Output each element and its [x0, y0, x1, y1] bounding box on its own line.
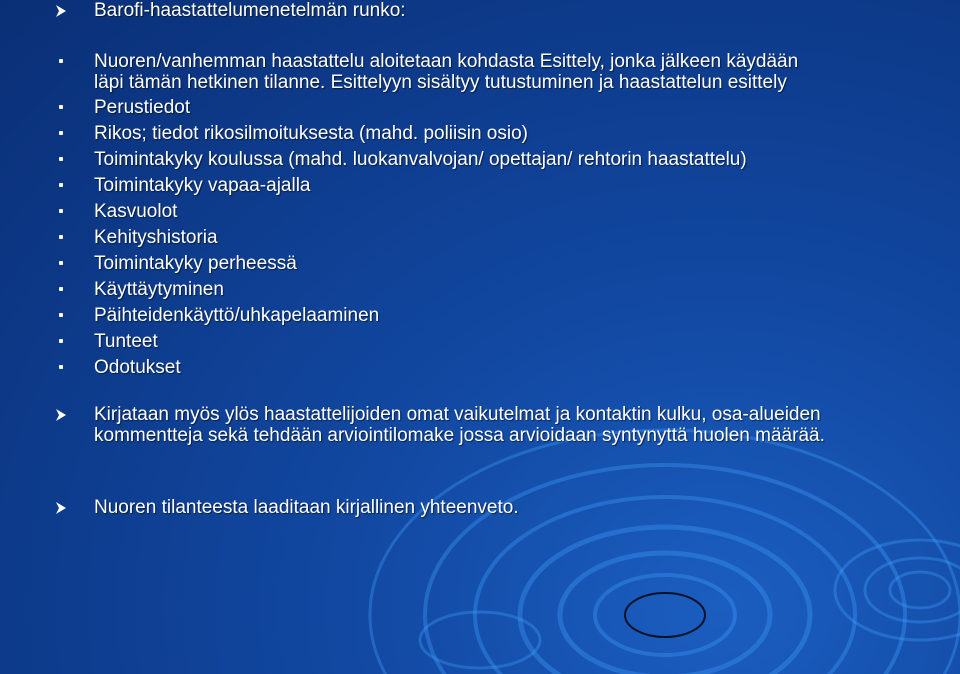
list-item: Toimintakyky koulussa (mahd. luokanvalvojan/ opettajan/ rehtorin haastattelu) [94, 149, 747, 170]
arrow-bullet-icon [54, 408, 68, 422]
list-item: Käyttäytyminen [94, 279, 224, 300]
dot-bullet-icon [59, 209, 63, 213]
list-item: Tunteet [94, 331, 158, 352]
dot-bullet-icon [59, 157, 63, 161]
list-item: läpi tämän hetkinen tilanne. Esittelyyn sisältyy tutustuminen ja haastattelun esittely [94, 72, 787, 93]
list-item: Rikos; tiedot rikosilmoituksesta (mahd. poliisin osio) [94, 123, 528, 144]
list-item: Kasvuolot [94, 201, 178, 222]
conclusion: Nuoren tilanteesta laaditaan kirjallinen yhteenveto. [94, 497, 519, 518]
heading: Barofi-haastattelumenetelmän runko: [94, 0, 406, 21]
dot-bullet-icon [59, 59, 63, 63]
dot-bullet-icon [59, 183, 63, 187]
list-item: Päihteidenkäyttö/uhkapelaaminen [94, 305, 380, 326]
list-item: Toimintakyky vapaa-ajalla [94, 175, 311, 196]
dot-bullet-icon [59, 131, 63, 135]
list-item: Perustiedot [94, 97, 191, 118]
dot-bullet-icon [59, 313, 63, 317]
arrow-bullet-icon [54, 4, 68, 18]
list-item: Kehityshistoria [94, 227, 218, 248]
list-item: Odotukset [94, 357, 181, 378]
dot-bullet-icon [59, 365, 63, 369]
list-item: Nuoren/vanhemman haastattelu aloitetaan kohdasta Esittely, jonka jälkeen käydään [94, 51, 799, 72]
arrow-bullet-icon [54, 501, 68, 515]
dot-bullet-icon [59, 105, 63, 109]
dot-bullet-icon [59, 235, 63, 239]
note-paragraph: Kirjataan myös ylös haastattelijoiden omat vaikutelmat ja kontaktin kulku, osa-alueiden kommentteja sekä tehdään arviointilomake jossa arvioidaan syntynyttä huolen määrää. [94, 404, 825, 446]
dot-bullet-icon [59, 287, 63, 291]
dot-bullet-icon [59, 261, 63, 265]
list-item: Toimintakyky perheessä [94, 253, 297, 274]
dot-bullet-icon [59, 339, 63, 343]
